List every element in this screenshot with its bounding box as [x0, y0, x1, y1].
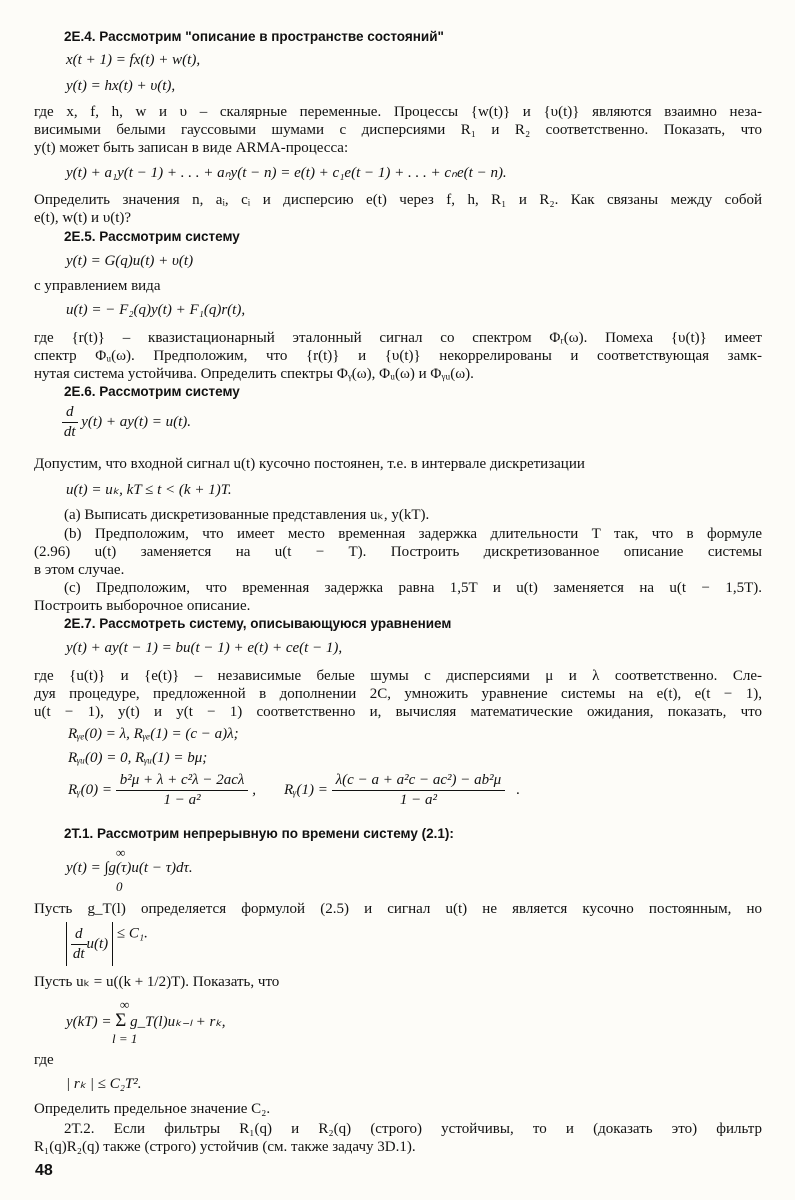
fraction-denominator: dt	[63, 424, 76, 440]
paragraph-line: e(t), w(t) и υ(t)?	[34, 210, 132, 226]
problem-2t2-line: 2T.2. Если фильтры R₁(q) и R₂(q) (строго) устойчивы, то и (доказать это) фильтр	[64, 1121, 762, 1137]
paragraph-line: где {r(t)} – квазистационарный эталонный сигнал со спектром Φᵣ(ω). Помеха {υ(t)} имеет	[34, 330, 762, 346]
inequality-rhs: ≤ C₁.	[116, 925, 148, 942]
ry1-fraction	[332, 772, 505, 809]
equation-lhs: Rᵧ(1) =	[283, 781, 328, 798]
paragraph-line: Определить значения n, aᵢ, cᵢ и дисперсию e(t) через f, h, R₁ и R₂. Как связаны между собой	[34, 192, 762, 208]
sum-body: g_T(l)uₖ₋ₗ + rₖ,	[130, 1014, 226, 1030]
problem-2t1-header: 2T.1. Рассмотрим непрерывную по времени систему (2.1):	[64, 826, 454, 841]
equation: Rᵧᵤ(0) = 0, Rᵧᵤ(1) = bμ;	[68, 750, 208, 766]
paragraph-line: y(t) может быть записан в виде ARMA-процесса:	[34, 140, 349, 156]
equation: x(t + 1) = fx(t) + w(t),	[66, 52, 201, 68]
page-number: 48	[35, 1162, 53, 1179]
sum-upper-limit: ∞	[120, 997, 130, 1012]
fraction-numerator: d	[71, 926, 87, 945]
equation: u(t) = uₖ, kT ≤ t < (k + 1)T.	[66, 482, 232, 498]
paragraph-line: (b) Предположим, что имеет место временная задержка длительности T так, что в формуле	[64, 526, 762, 542]
paragraph-line: спектр Φᵤ(ω). Предположим, что {r(t)} и {υ(t)} некоррелированы и соответствующая замк-	[34, 348, 762, 364]
sum-symbol: Σ	[115, 1010, 127, 1031]
problem-2e5-header: 2E.5. Рассмотрим систему	[64, 229, 240, 244]
derivative-fraction	[71, 926, 87, 963]
equation: u(t) = − F₂(q)y(t) + F₁(q)r(t),	[66, 302, 246, 318]
equation-lhs: y(kT) =	[66, 1014, 112, 1030]
ry0-fraction	[116, 772, 249, 809]
equation-lhs: Rᵧ(0) =	[68, 781, 112, 798]
paragraph-line: (a) Выписать дискретизованные представления uₖ, y(kT).	[64, 507, 430, 523]
problem-2e6-header: 2E.6. Рассмотрим систему	[64, 384, 240, 399]
paragraph-line: висимыми белыми гауссовыми шумами с дисперсиями R₁ и R₂ соответственно. Показать, что	[34, 122, 762, 138]
equation	[62, 404, 191, 441]
sum-lower-limit: l = 1	[112, 1031, 138, 1046]
paragraph-line: Пусть uₖ = u((k + 1/2)T). Показать, что	[34, 974, 280, 990]
equation: Rᵧ(0) = $\frac{\text{b²μ + λ + c²λ − 2acλ}}{\text{1 − a²}}$ , Rᵧ(1) = $\frac{\text{λ(c − a + a²c − ac²) − ab²μ}}{\text{1 − a²}}$ .	[68, 772, 521, 808]
fraction-denominator: 1 − a²	[163, 792, 201, 808]
paragraph-line: (c) Предположим, что временная задержка равна 1,5T и u(t) заменяется на u(t − 1,5T).	[64, 580, 762, 596]
absolute-value	[66, 922, 113, 966]
paragraph-line: дуя процедуре, предложенной в дополнении 2C, умножить уравнение системы на e(t), e(t − 1),	[34, 686, 762, 702]
paragraph-line: Пусть g_T(l) определяется формулой (2.5) и сигнал u(t) не является кусочно постоянным, но	[34, 901, 762, 917]
equation: y(t) = ∫g(τ)u(t − τ)dτ.	[66, 860, 193, 876]
inequality	[66, 922, 148, 966]
paragraph-line: нутая система устойчива. Определить спектры Φᵧ(ω), Φᵤ(ω) и Φᵧᵤ(ω).	[34, 366, 474, 382]
fraction-denominator: dt	[72, 945, 85, 962]
integral-lower-limit: 0	[116, 879, 123, 894]
paragraph-line: u(t − 1), y(t) и y(t − 1) соответственно и, вычисляя математические ожидания, показать, что	[34, 704, 762, 720]
equation: y(t) = hx(t) + υ(t),	[66, 78, 176, 94]
equation: y(t) + a₁y(t − 1) + . . . + aₙy(t − n) = e(t) + c₁e(t − 1) + . . . + cₙe(t − n).	[66, 165, 507, 181]
problem-2e4-header: 2E.4. Рассмотрим "описание в пространстве состояний"	[64, 29, 444, 44]
equation: Rᵧₑ(0) = λ, Rᵧₑ(1) = (c − a)λ;	[68, 726, 239, 742]
paragraph-line: R₁(q)R₂(q) также (строго) устойчив (см. также задачу 3D.1).	[34, 1139, 416, 1155]
inequality: | rₖ | ≤ C₂T².	[66, 1076, 142, 1092]
paragraph-line: с управлением вида	[34, 278, 161, 294]
equation-rest: y(t) + ay(t) = u(t).	[81, 413, 192, 430]
fraction-numerator: λ(c − a + a²c − ac²) − ab²μ	[332, 772, 505, 791]
paragraph-line: Допустим, что входной сигнал u(t) кусочно постоянен, т.е. в интервале дискретизации	[34, 456, 585, 472]
fraction-denominator: 1 − a²	[399, 792, 437, 808]
equation: y(t) + ay(t − 1) = bu(t − 1) + e(t) + ce(t − 1),	[66, 640, 343, 656]
paragraph-line: Построить выборочное описание.	[34, 598, 251, 614]
equation	[66, 1012, 225, 1031]
expression: u(t)	[86, 935, 109, 952]
derivative-fraction	[62, 404, 78, 441]
paragraph-line: где x, f, h, w и υ – скалярные переменные. Процессы {w(t)} и {υ(t)} являются взаимно неза-	[34, 104, 762, 120]
paragraph-line: в этом случае.	[34, 562, 125, 578]
paragraph-line: где	[34, 1052, 54, 1068]
equation: y(t) = G(q)u(t) + υ(t)	[66, 253, 194, 269]
fraction-numerator: b²μ + λ + c²λ − 2acλ	[116, 772, 249, 791]
paragraph-line: где {u(t)} и {e(t)} – независимые белые шумы с дисперсиями μ и λ соответственно. Сле-	[34, 668, 762, 684]
paragraph-line: Определить предельное значение C₂.	[34, 1101, 271, 1117]
paragraph-line: (2.96) u(t) заменяется на u(t − T). Построить дискретизованное описание системы	[34, 544, 762, 560]
fraction-numerator: d	[62, 404, 78, 423]
integral-upper-limit: ∞	[116, 845, 126, 860]
problem-2e7-header: 2E.7. Рассмотреть систему, описывающуюся уравнением	[64, 616, 452, 631]
